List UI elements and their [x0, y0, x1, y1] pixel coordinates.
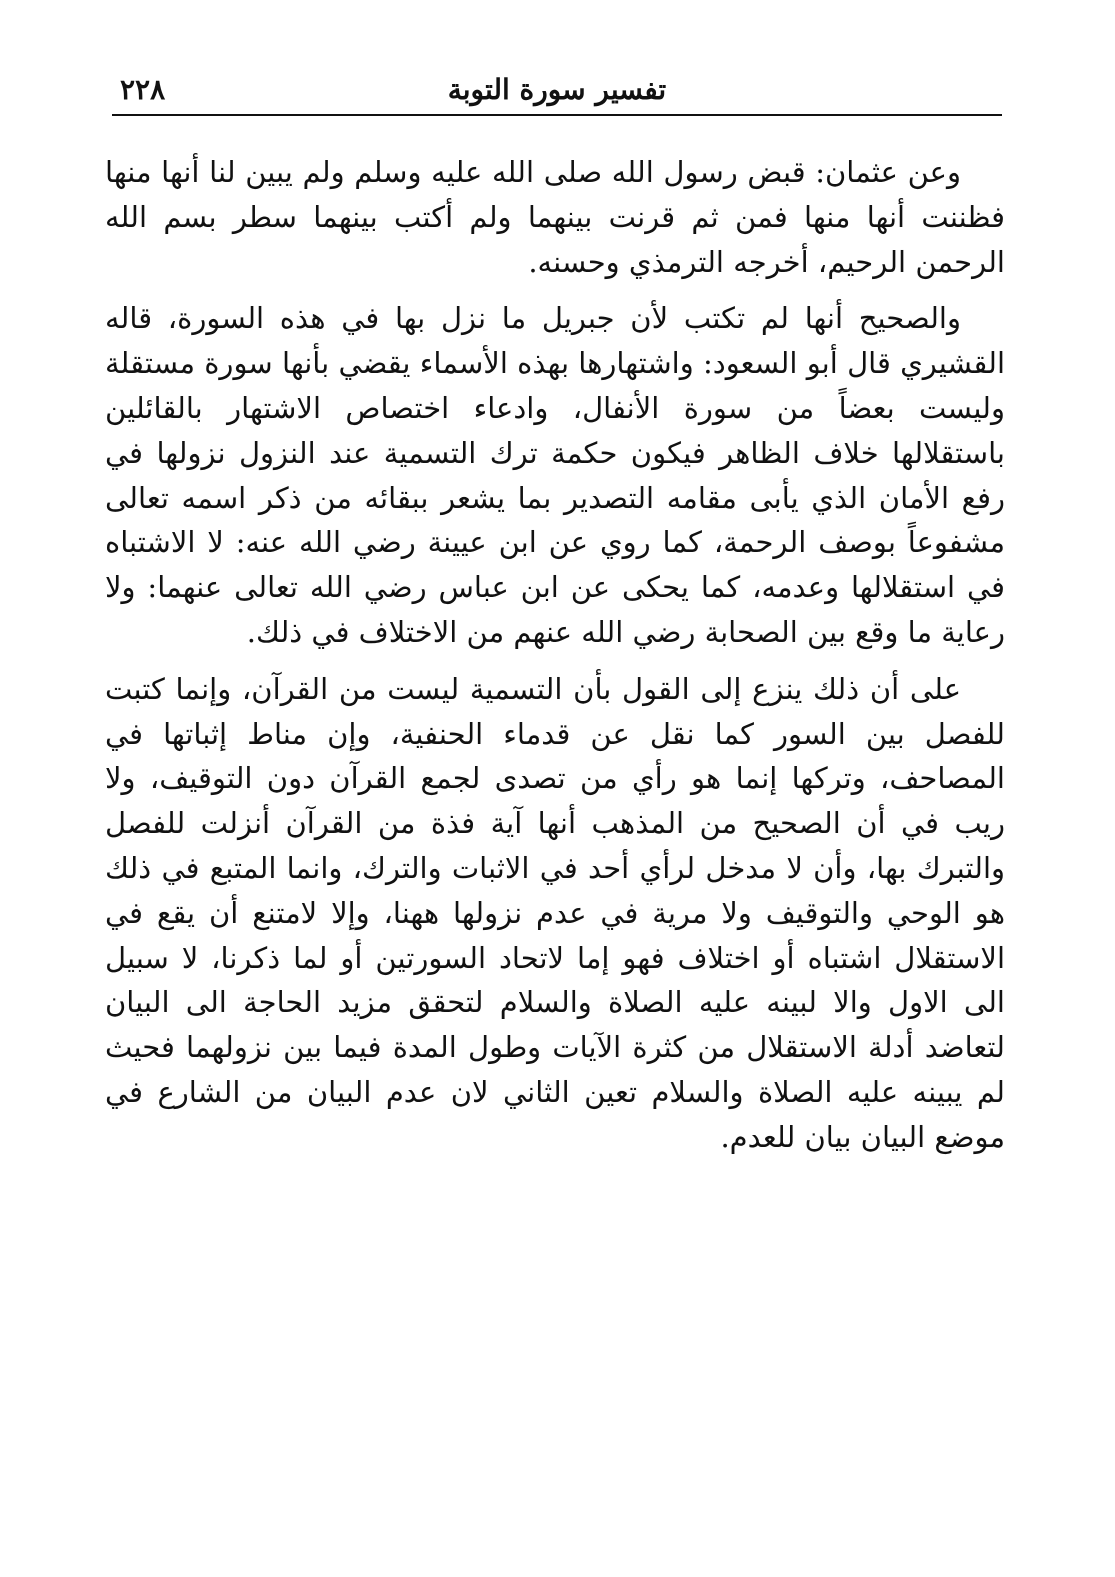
running-title: تفسير سورة التوبة: [447, 73, 667, 106]
paragraph-2: والصحيح أنها لم تكتب لأن جبريل ما نزل بها في هذه السورة، قاله القشيري قال أبو السعود: واشتهارها بهذه الأسماء يقضي بأنها سورة مستقلة وليست بعضاً من سورة الأنفال، وادعاء اختصاص الاشتهار بالقائلين باستقلالها خلاف الظاهر فيكون حكمة ترك التسمية عند النزول نزولها في رفع الأمان الذي يأبى مقامه التصدير بما يشعر ببقائه من ذكر اسمه تعالى مشفوعاً بوصف الرحمة، كما روي عن ابن عيينة رضي الله عنه: لا الاشتباه في استقلالها وعدمه، كما يحكى عن ابن عباس رضي الله تعالى عنهما: ولا رعاية ما وقع بين الصحابة رضي الله عنهم من الاختلاف في ذلك.: [105, 301, 1005, 649]
paragraph-3: على أن ذلك ينزع إلى القول بأن التسمية ليست من القرآن، وإنما كتبت للفصل بين السور كما نقل عن قدماء الحنفية، وإن مناط إثباتها في المصاحف، وتركها إنما هو رأي من تصدى لجمع القرآن دون التوقيف، ولا ريب في أن الصحيح من المذهب أنها آية فذة من القرآن أنزلت للفصل والتبرك بها، وأن لا مدخل لرأي أحد في الاثبات والترك، وانما المتبع في ذلك هو الوحي والتوقيف ولا مرية في عدم نزولها ههنا، وإلا لامتنع أن يقع في الاستقلال اشتباه أو اختلاف فهو إما لاتحاد السورتين أو لما ذكرنا، لا سبيل الى الاول والا لبينه عليه الصلاة والسلام لتحقق مزيد الحاجة الى البيان لتعاضد أدلة الاستقلال من كثرة الآيات وطول المدة فيما بين نزولهما فحيث لم يبينه عليه الصلاة والسلام تعين الثاني لان عدم البيان من الشارع في موضع البيان بيان للعدم.: [105, 671, 1005, 1154]
page-header: [112, 70, 1002, 116]
header-divider: [112, 114, 1002, 116]
body-text: [105, 150, 1005, 1172]
page-number: ٢٢٨: [120, 73, 166, 106]
paragraph-1: وعن عثمان: قبض رسول الله صلى الله عليه وسلم ولم يبين لنا أنها منها فظننت أنها منها فمن ثم قرنت بينهما ولم أكتب بينهما سطر بسم الله الرحمن الرحيم، أخرجه الترمذي وحسنه.: [105, 155, 1005, 279]
